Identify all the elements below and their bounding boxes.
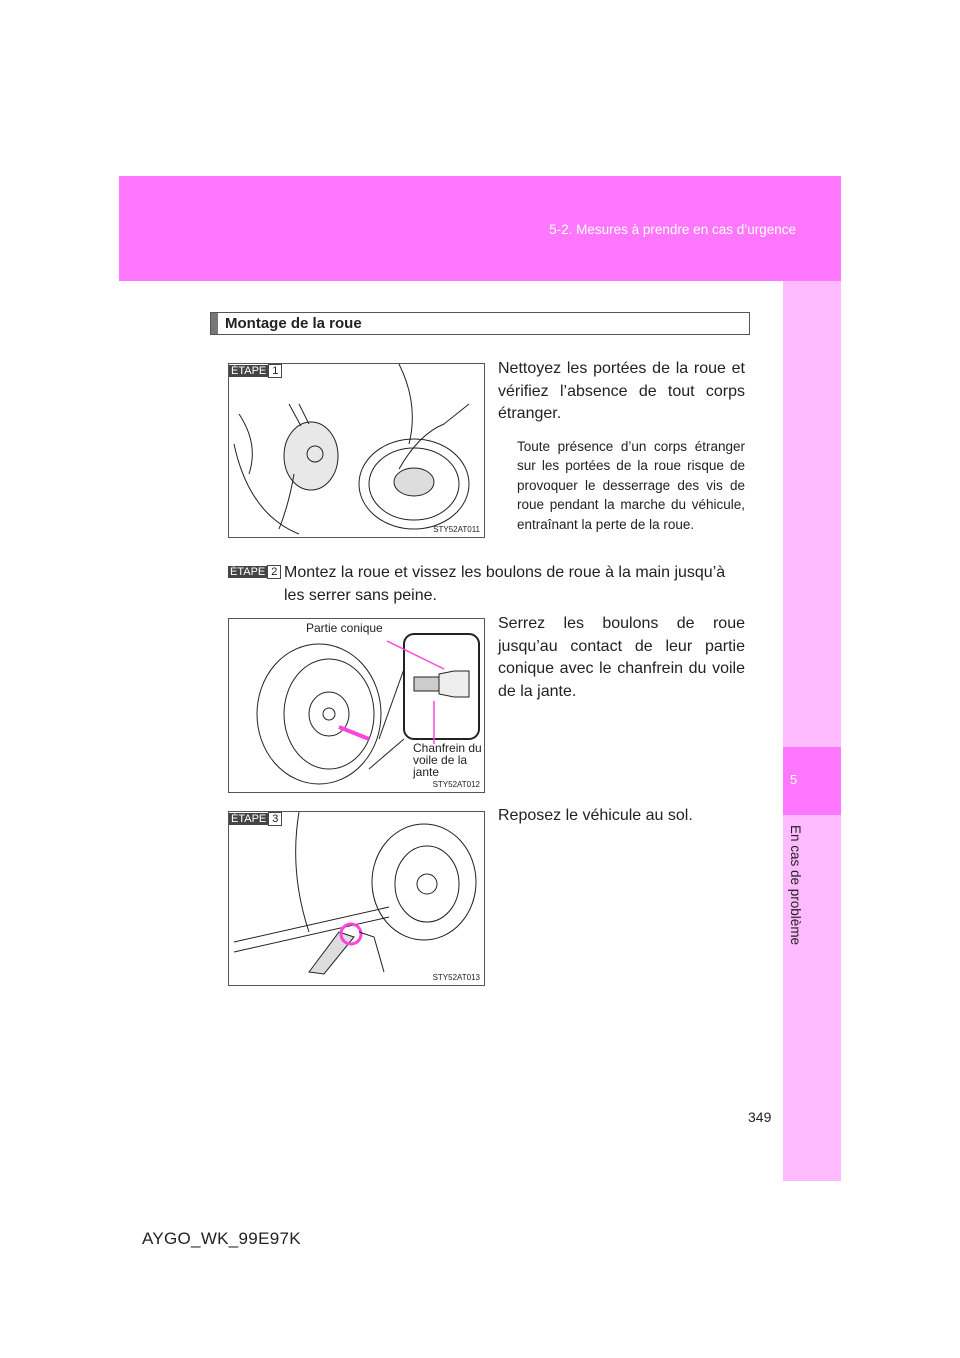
label-partie-conique: Partie conique bbox=[306, 621, 383, 635]
step-1-note: Toute présence d’un corps étranger sur les portées de la roue risque de provoquer le desserrage des vis de roue pendant la marche du véhicule, entraînant la perte de la roue. bbox=[517, 439, 745, 532]
section-title: Montage de la roue bbox=[225, 315, 362, 332]
page-number: 349 bbox=[748, 1109, 772, 1125]
figure-step-2 bbox=[228, 618, 485, 793]
step-1-text: Nettoyez les portées de la roue et vérifiez l’absence de tout corps étranger. bbox=[498, 360, 745, 423]
header-band bbox=[119, 176, 841, 281]
figure-code: STY52AT012 bbox=[432, 780, 480, 789]
breadcrumb: 5-2. Mesures à prendre en cas d’urgence bbox=[549, 222, 796, 237]
figure-code: STY52AT013 bbox=[432, 973, 480, 982]
footer-code: AYGO_WK_99E97K bbox=[142, 1229, 301, 1248]
step-2-detail: Serrez les boulons de roue jusqu’au contact de leur partie conique avec le chanfrein du voile de la jante. bbox=[498, 615, 745, 701]
step-badge: ÉTAPE 2 bbox=[228, 565, 281, 580]
chapter-number: 5 bbox=[790, 772, 798, 787]
section-heading bbox=[210, 312, 750, 335]
chapter-tab[interactable] bbox=[783, 747, 841, 815]
step-3-text: Reposez le véhicule au sol. bbox=[498, 807, 693, 824]
figure-step-3 bbox=[228, 811, 485, 986]
chapter-sidebar bbox=[783, 281, 841, 1181]
lower-vehicle-illustration bbox=[229, 812, 484, 985]
figure-code: STY52AT011 bbox=[433, 525, 480, 534]
figure-step-1 bbox=[228, 363, 485, 538]
label-chanfrein: Chanfrein du voile de la jante bbox=[413, 741, 482, 779]
step-badge: ÉTAPE 3 bbox=[229, 812, 282, 827]
step-badge: ÉTAPE 1 bbox=[229, 364, 282, 379]
wheel-cleaning-illustration bbox=[229, 364, 484, 537]
chapter-title: En cas de problème bbox=[788, 825, 803, 946]
step-2-text: Montez la roue et vissez les boulons de roue à la main jusqu’à les serrer sans peine. bbox=[284, 564, 726, 604]
